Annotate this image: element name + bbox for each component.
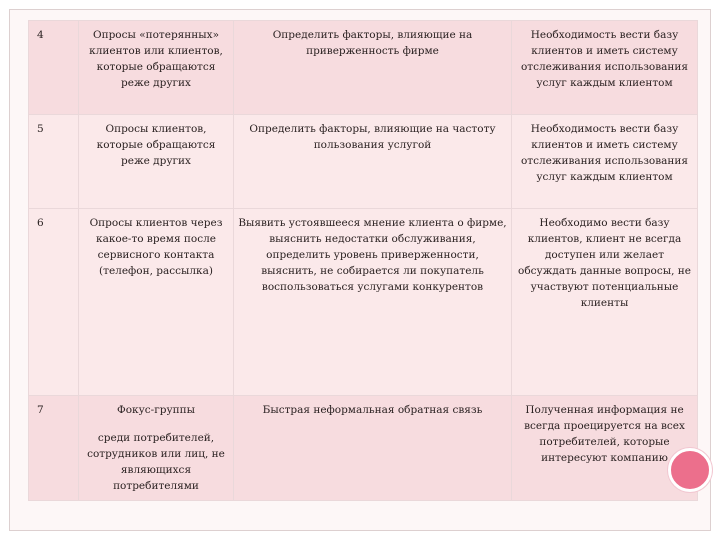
limitation-cell: Необходимо вести базу клиентов, клиент не всегда доступен или желает обсуждать данные вопросы, не участвуют потенциальные клиенты	[512, 209, 698, 396]
row-number: 7	[29, 396, 79, 501]
goal-cell: Быстрая неформальная обратная связь	[234, 396, 512, 501]
methods-table-container	[28, 20, 697, 507]
row-number: 5	[29, 115, 79, 209]
method-cell: Опросы клиентов через какое-то время после сервисного контакта (телефон, рассылка)	[79, 209, 234, 396]
method-cell: Опросы клиентов, которые обращаются реже других	[79, 115, 234, 209]
decorative-circle	[668, 448, 712, 492]
method-extra: среди потребителей, сотрудников или лиц, не являющихся потребителями	[87, 432, 225, 492]
spacer	[83, 418, 229, 430]
limitation-cell: Необходимость вести базу клиентов и иметь систему отслеживания использования услуг каждым клиентом	[512, 115, 698, 209]
goal-cell: Определить факторы, влияющие на приверженность фирме	[234, 21, 512, 115]
row-number: 4	[29, 21, 79, 115]
row-number: 6	[29, 209, 79, 396]
method-cell	[79, 396, 234, 501]
method-title: Фокус-группы	[117, 404, 195, 416]
table-row	[29, 115, 698, 209]
limitation-cell: Необходимость вести базу клиентов и иметь систему отслеживания использования услуг каждым клиентом	[512, 21, 698, 115]
table-row	[29, 396, 698, 501]
goal-cell: Определить факторы, влияющие на частоту пользования услугой	[234, 115, 512, 209]
table-row	[29, 209, 698, 396]
goal-cell: Выявить устоявшееся мнение клиента о фирме, выяснить недостатки обслуживания, определить уровень приверженности, выяснить, не собирается ли покупатель воспользоваться услугами конкурентов	[234, 209, 512, 396]
limitation-cell: Полученная информация не всегда проецируется на всех потребителей, которые интересуют компанию	[512, 396, 698, 501]
method-cell: Опросы «потерянных» клиентов или клиентов, которые обращаются реже других	[79, 21, 234, 115]
methods-table	[28, 20, 698, 501]
table-row	[29, 21, 698, 115]
